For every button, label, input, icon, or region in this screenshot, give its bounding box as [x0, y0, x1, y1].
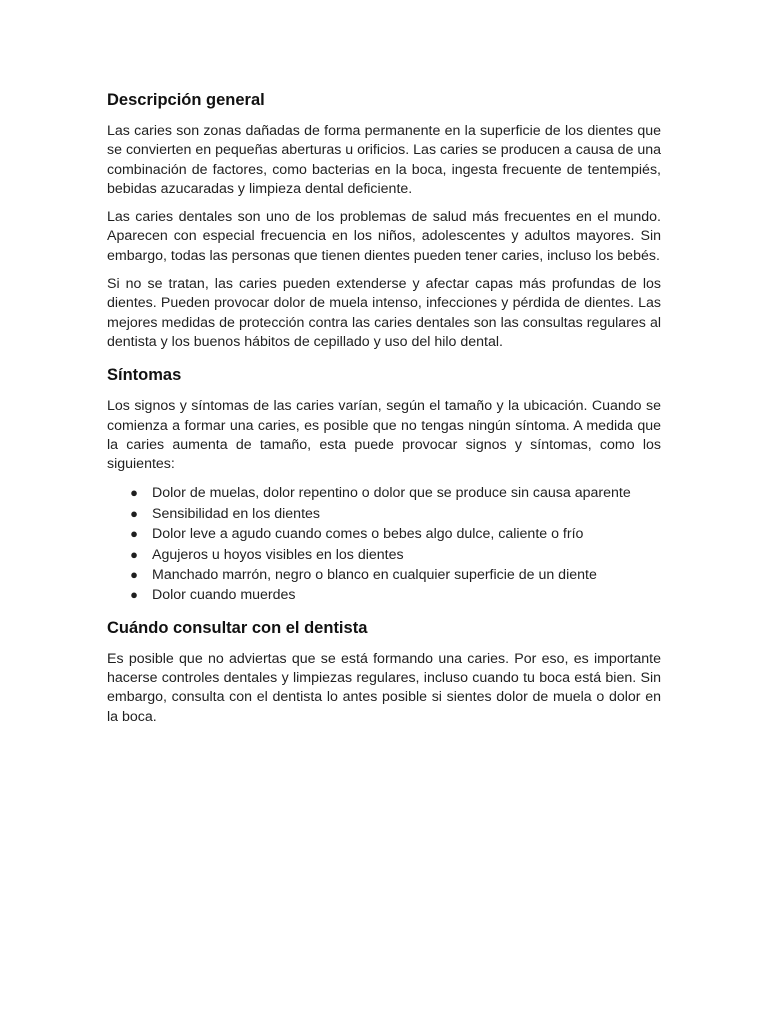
list-item — [107, 565, 661, 585]
section-heading-descripcion: Descripción general — [107, 91, 265, 109]
bullet-icon: ● — [130, 505, 138, 521]
list-item-text: Agujeros u hoyos visibles en los dientes — [152, 546, 404, 563]
list-item-text: Sensibilidad en los dientes — [152, 505, 320, 522]
bullet-icon: ● — [130, 567, 138, 583]
symptoms-list — [107, 483, 661, 605]
section-heading-sintomas: Síntomas — [107, 366, 182, 385]
paragraph-descripcion-3: Si no se tratan, las caries pueden extenderse y afectar capas más profundas de los dientes. Pueden provocar dolor de muela intenso, infecciones y pérdida de dientes. Las mejores medidas de protección contra las caries dentales son las consultas regulares al dentista y los buenos hábitos de cepillado y uso del hilo dental. — [107, 276, 661, 350]
paragraph-descripcion-2: Las caries dentales son uno de los problemas de salud más frecuentes en el mundo. Aparecen con especial frecuencia en los niños, adolescentes y adultos mayores. Sin embargo, todas las personas que tienen dientes pueden tener caries, incluso los bebés. — [107, 209, 661, 264]
list-item — [107, 545, 661, 565]
list-item-text: Dolor de muelas, dolor repentino o dolor que se produce sin causa aparente — [152, 485, 631, 502]
list-item-text: Dolor cuando muerdes — [152, 587, 296, 604]
bullet-icon: ● — [130, 587, 138, 603]
list-item — [107, 483, 661, 503]
bullet-icon: ● — [130, 485, 138, 501]
document-page — [107, 88, 661, 727]
list-item-text: Dolor leve a agudo cuando comes o bebes algo dulce, caliente o frío — [152, 526, 584, 543]
list-item-text: Manchado marrón, negro o blanco en cualquier superficie de un diente — [152, 567, 597, 584]
list-item — [107, 585, 661, 605]
paragraph-descripcion-1: Las caries son zonas dañadas de forma permanente en la superficie de los dientes que se convierten en pequeñas aberturas u orificios. Las caries se producen a causa de una combinación de factores, como bacterias en la boca, ingesta frecuente de tentempiés, bebidas azucaradas y limpieza dental deficiente. — [107, 123, 661, 197]
list-item — [107, 524, 661, 544]
paragraph-sintomas-1: Los signos y síntomas de las caries varían, según el tamaño y la ubicación. Cuando se comienza a formar una caries, es posible que no tengas ningún síntoma. A medida que la caries aumenta de tamaño, esta puede provocar signos y síntomas, como los siguientes: — [107, 398, 661, 473]
bullet-icon: ● — [130, 546, 138, 562]
list-item — [107, 504, 661, 524]
paragraph-cuando-consultar-1: Es posible que no adviertas que se está formando una caries. Por eso, es importante hacerse controles dentales y limpiezas regulares, incluso cuando tu boca está bien. Sin embargo, consulta con el dentista lo antes posible si sientes dolor de muela o dolor en la boca. — [107, 650, 661, 725]
section-heading-cuando-consultar: Cuándo consultar con el dentista — [107, 618, 368, 637]
bullet-icon: ● — [130, 526, 138, 542]
